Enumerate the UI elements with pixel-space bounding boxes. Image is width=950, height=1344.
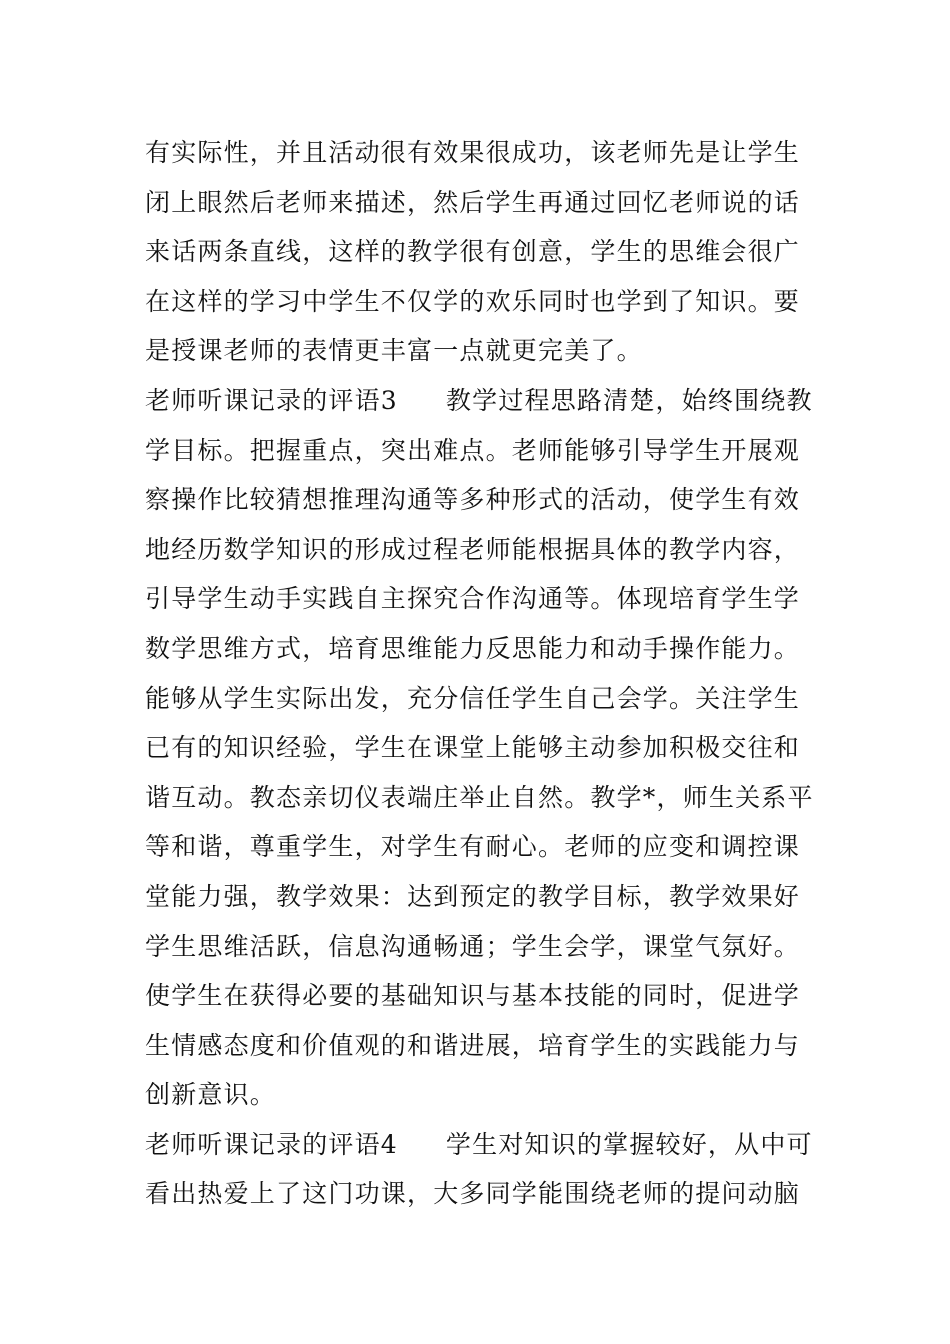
- text-line: 谐互动。教态亲切仪表端庄举止自然。教学*，师生关系平: [145, 782, 814, 812]
- section-4-heading: 老师听课记录的评语4: [145, 1129, 398, 1159]
- text-line: 等和谐，尊重学生，对学生有耐心。老师的应变和调控课: [145, 832, 801, 862]
- text-line: 来话两条直线，这样的教学很有创意，学生的思维会很广: [145, 237, 801, 267]
- text-line: 看出热爱上了这门功课，大多同学能围绕老师的提问动脑: [145, 1179, 801, 1209]
- section-3-text: 教学过程思路清楚，始终围绕教: [445, 385, 813, 415]
- section-3-heading: 老师听课记录的评语3: [145, 385, 398, 415]
- text-line: 能够从学生实际出发，充分信任学生自己会学。关注学生: [145, 683, 801, 713]
- section-4-line: [145, 1120, 815, 1170]
- text-line: 数学思维方式，培育思维能力反思能力和动手操作能力。: [145, 633, 801, 663]
- text-line: 堂能力强，教学效果：达到预定的教学目标，教学效果好: [145, 881, 801, 911]
- text-line: 地经历数学知识的形成过程老师能根据具体的教学内容，: [145, 534, 801, 564]
- text-line: 有实际性，并且活动很有效果很成功，该老师先是让学生: [145, 138, 801, 167]
- text-line: 是授课老师的表情更丰富一点就更完美了。: [145, 336, 643, 366]
- text-line: 学目标。把握重点，突出难点。老师能够引导学生开展观: [145, 435, 801, 465]
- text-line: 察操作比较猜想推理沟通等多种形式的活动，使学生有效: [145, 485, 801, 515]
- text-line: 学生思维活跃，信息沟通畅通；学生会学，课堂气氛好。: [145, 931, 801, 961]
- text-line: 闭上眼然后老师来描述，然后学生再通过回忆老师说的话: [145, 187, 801, 217]
- body-text: [145, 128, 815, 1219]
- section-3-line: [145, 376, 815, 426]
- text-line: 已有的知识经验，学生在课堂上能够主动参加积极交往和: [145, 733, 801, 763]
- text-line: 在这样的学习中学生不仅学的欢乐同时也学到了知识。要: [145, 286, 801, 316]
- text-line: 引导学生动手实践自主探究合作沟通等。体现培育学生学: [145, 584, 801, 614]
- text-line: 生情感态度和价值观的和谐进展，培育学生的实践能力与: [145, 1030, 801, 1060]
- text-line: 创新意识。: [145, 1080, 277, 1110]
- text-line: 使学生在获得必要的基础知识与基本技能的同时，促进学: [145, 981, 801, 1011]
- section-4-text: 学生对知识的掌握较好，从中可: [445, 1129, 813, 1159]
